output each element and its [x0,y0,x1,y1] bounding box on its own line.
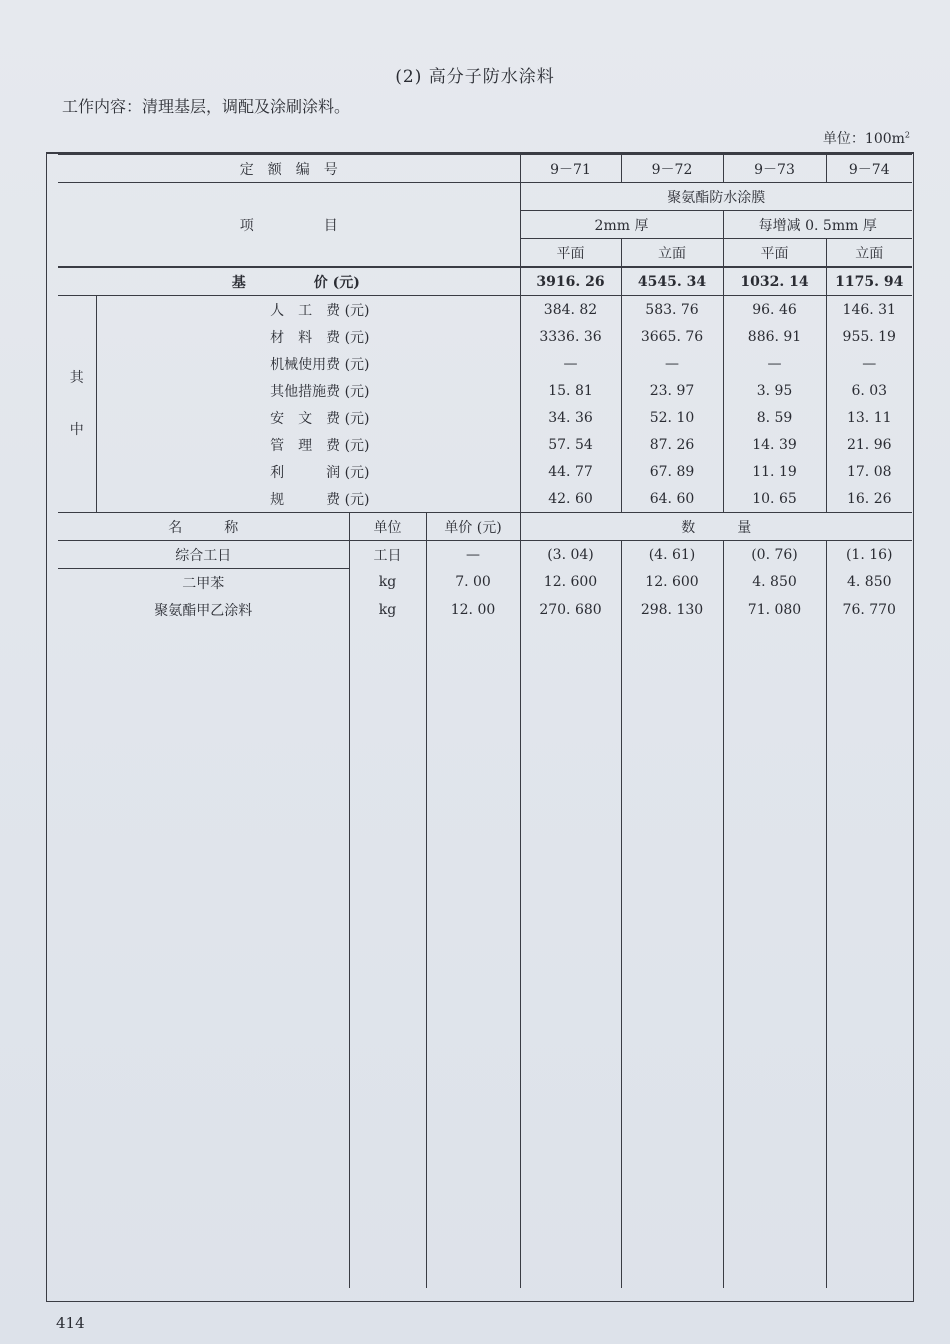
cost-value: 384. 82 [520,296,621,324]
resource-qty: (1. 16) [826,541,912,569]
face-cell: 立面 [621,239,723,268]
cost-value: 10. 65 [723,485,826,513]
base-price-value: 1175. 94 [826,267,912,296]
work-content: 工作内容：清理基层，调配及涂刷涂料。 [62,97,351,116]
base-price-row [58,267,912,296]
cost-value: 8. 59 [723,404,826,431]
quota-no-label: 定 额 编 号 [58,155,520,183]
unit-label: 单位：$100m^2$ [822,130,910,147]
face-cell: 立面 [826,239,912,268]
resource-price: — [426,541,520,569]
resource-qty: 270. 680 [520,596,621,623]
cost-label: 材 料 费 (元) [96,323,520,350]
cost-value: — [621,350,723,377]
cost-label: 管 理 费 (元) [96,431,520,458]
sub-label-incr: 每增减 0. 5mm 厚 [723,211,912,239]
resource-row [58,596,912,623]
resource-qty: 4. 850 [826,569,912,597]
resource-name: 二甲苯 [58,569,349,597]
cost-value: 14. 39 [723,431,826,458]
resource-unit: kg [349,569,426,597]
cost-value: 11. 19 [723,458,826,485]
group-label: 聚氨酯防水涂膜 [520,183,912,211]
cost-label: 人 工 费 (元) [96,296,520,324]
quota-table [58,154,912,1288]
cost-value: — [826,350,912,377]
cost-value: 955. 19 [826,323,912,350]
code-cell: 9－74 [826,155,912,183]
cost-value: 3336. 36 [520,323,621,350]
base-price-value: 4545. 34 [621,267,723,296]
cost-row [58,323,912,350]
cost-value: 67. 89 [621,458,723,485]
code-cell: 9－71 [520,155,621,183]
cost-row [58,431,912,458]
cost-label: 其他措施费 (元) [96,377,520,404]
cost-value: — [723,350,826,377]
resource-qty: (4. 61) [621,541,723,569]
resource-price: 12. 00 [426,596,520,623]
cost-value: 886. 91 [723,323,826,350]
cost-value: 146. 31 [826,296,912,324]
among-label: 其 中 [58,296,96,513]
cost-label: 规 费 (元) [96,485,520,513]
cost-row [58,296,912,324]
base-price-value: 1032. 14 [723,267,826,296]
cost-value: 583. 76 [621,296,723,324]
resource-qty: 298. 130 [621,596,723,623]
cost-value: 21. 96 [826,431,912,458]
cost-label: 安 文 费 (元) [96,404,520,431]
resource-price: 7. 00 [426,569,520,597]
cost-value: 64. 60 [621,485,723,513]
code-cell: 9－73 [723,155,826,183]
res-name-header: 名 称 [58,513,349,541]
blank-area [58,623,912,1288]
cost-row [58,350,912,377]
cost-value: 34. 36 [520,404,621,431]
resource-qty: 76. 770 [826,596,912,623]
sub-label-2mm: 2mm 厚 [520,211,723,239]
cost-value: 6. 03 [826,377,912,404]
face-cell: 平面 [520,239,621,268]
cost-row [58,458,912,485]
cost-value: — [520,350,621,377]
res-qty-header: 数 量 [520,513,912,541]
res-unit-header: 单位 [349,513,426,541]
resource-qty: (0. 76) [723,541,826,569]
cost-value: 87. 26 [621,431,723,458]
cost-value: 13. 11 [826,404,912,431]
resource-qty: 4. 850 [723,569,826,597]
cost-row [58,485,912,513]
cost-value: 96. 46 [723,296,826,324]
face-cell: 平面 [723,239,826,268]
cost-value: 16. 26 [826,485,912,513]
page-number: 414 [56,1314,85,1332]
cost-value: 23. 97 [621,377,723,404]
section-title: (2) 高分子防水涂料 [395,67,555,87]
resource-qty: 12. 600 [621,569,723,597]
resource-unit: 工日 [349,541,426,569]
resource-qty: 12. 600 [520,569,621,597]
resource-qty: 71. 080 [723,596,826,623]
base-price-label: 基 价 (元) [58,267,520,296]
cost-value: 3665. 76 [621,323,723,350]
item-label: 项 目 [58,183,520,268]
cost-row [58,377,912,404]
cost-value: 17. 08 [826,458,912,485]
cost-value: 57. 54 [520,431,621,458]
cost-value: 42. 60 [520,485,621,513]
code-cell: 9－72 [621,155,723,183]
cost-value: 15. 81 [520,377,621,404]
resource-qty: (3. 04) [520,541,621,569]
quota-code-row [58,155,912,183]
base-price-value: 3916. 26 [520,267,621,296]
resource-row [58,541,912,569]
resource-unit: kg [349,596,426,623]
cost-label: 机械使用费 (元) [96,350,520,377]
cost-value: 52. 10 [621,404,723,431]
cost-row [58,404,912,431]
cost-value: 3. 95 [723,377,826,404]
resource-name: 综合工日 [58,541,349,569]
res-price-header: 单价 (元) [426,513,520,541]
cost-label: 利 润 (元) [96,458,520,485]
resource-header-row [58,513,912,541]
resource-name: 聚氨酯甲乙涂料 [58,596,349,623]
cost-value: 44. 77 [520,458,621,485]
resource-row [58,569,912,597]
